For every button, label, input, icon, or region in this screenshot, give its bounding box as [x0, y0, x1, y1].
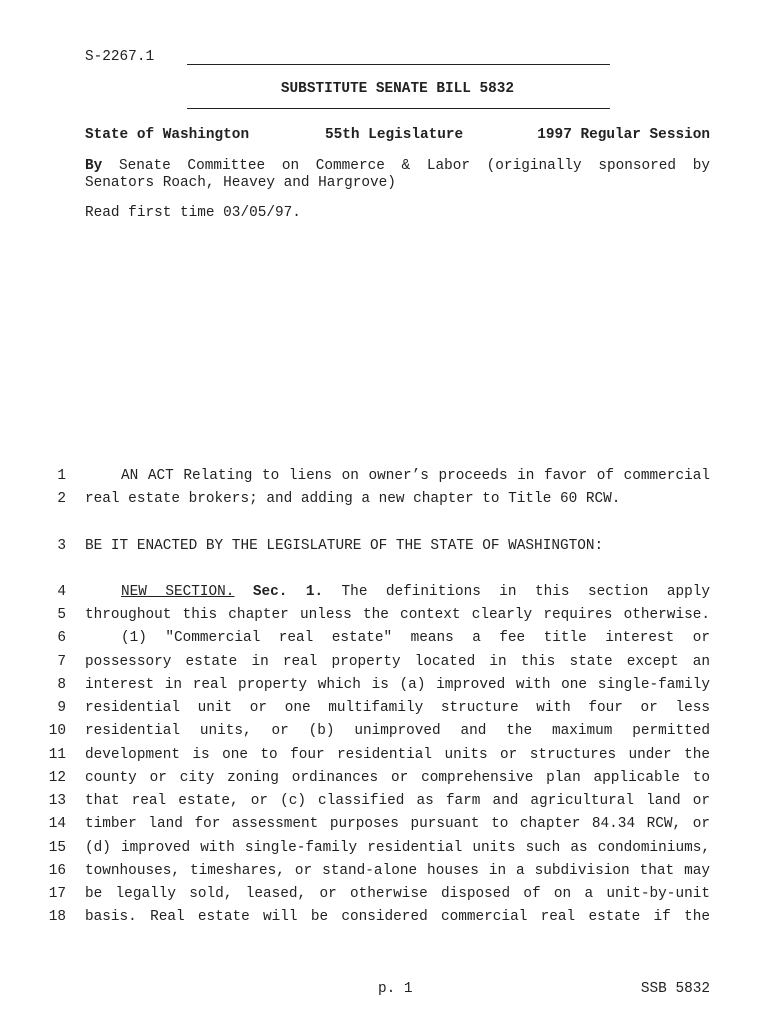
- line-number: 17: [48, 886, 66, 902]
- body-line: residential units, or (b) unimproved and the maximum permitted: [85, 723, 710, 739]
- line-number: 14: [48, 816, 66, 832]
- session-label: 1997 Regular Session: [537, 127, 710, 143]
- state-label: State of Washington: [85, 127, 250, 143]
- section-1-heading-line: [121, 584, 710, 600]
- body-line: interest in real property which is (a) improved with one single-family: [85, 677, 710, 693]
- section-1-text: The definitions in this section apply: [341, 584, 711, 600]
- line-number: 5: [57, 607, 66, 623]
- line-number: 6: [57, 630, 66, 646]
- line-number: 8: [57, 677, 66, 693]
- body-line: timber land for assessment purposes pursuant to chapter 84.34 RCW, or: [85, 816, 710, 832]
- sponsor-text: Senate Committee on Commerce & Labor (originally sponsored by: [118, 158, 710, 174]
- enacting-clause: BE IT ENACTED BY THE LEGISLATURE OF THE STATE OF WASHINGTON:: [85, 538, 604, 554]
- body-line: county or city zoning ordinances or comprehensive plan applicable to: [85, 770, 710, 786]
- line-number: 3: [57, 538, 66, 554]
- body-line: throughout this chapter unless the context clearly requires otherwise.: [85, 607, 710, 623]
- line-number: 4: [57, 584, 66, 600]
- page-number: p. 1: [378, 981, 413, 997]
- body-line: be legally sold, leased, or otherwise disposed of on a unit-by-unit: [85, 886, 710, 902]
- body-line: that real estate, or (c) classified as farm and agricultural land or: [85, 793, 710, 809]
- body-line: (d) improved with single-family residential units such as condominiums,: [85, 840, 710, 856]
- body-line: townhouses, timeshares, or stand-alone houses in a subdivision that may: [85, 863, 710, 879]
- footer-bill-ref: SSB 5832: [640, 981, 710, 997]
- header-rule-bottom: [187, 108, 610, 109]
- line-number: 12: [48, 770, 66, 786]
- line-number: 9: [57, 700, 66, 716]
- legislature-label: 55th Legislature: [325, 127, 464, 143]
- header-rule-top: [187, 64, 610, 65]
- body-line: residential unit or one multifamily structure with four or less: [85, 700, 710, 716]
- body-line: (1) "Commercial real estate" means a fee title interest or: [121, 630, 710, 646]
- line-number: 10: [48, 723, 66, 739]
- act-title-line-1: AN ACT Relating to liens on owner’s proceeds in favor of commercial: [121, 468, 710, 484]
- document-number: S-2267.1: [85, 49, 155, 65]
- line-number: 15: [48, 840, 66, 856]
- line-number: 16: [48, 863, 66, 879]
- line-number: 2: [57, 491, 66, 507]
- bill-title: SUBSTITUTE SENATE BILL 5832: [280, 81, 515, 97]
- new-section-label: NEW SECTION.: [121, 584, 235, 600]
- line-number: 18: [48, 909, 66, 925]
- body-line: possessory estate in real property located in this state except an: [85, 654, 710, 670]
- line-number: 11: [48, 747, 66, 763]
- body-line: development is one to four residential units or structures under the: [85, 747, 710, 763]
- act-title-line-2: real estate brokers; and adding a new chapter to Title 60 RCW.: [85, 491, 621, 507]
- section-number: Sec. 1.: [252, 584, 324, 600]
- sponsor-line-1: [85, 158, 710, 174]
- by-label: By: [85, 158, 103, 174]
- line-number: 1: [57, 468, 66, 484]
- sponsor-line-2: Senators Roach, Heavey and Hargrove): [85, 175, 396, 191]
- read-first-time: Read first time 03/05/97.: [85, 205, 301, 221]
- line-number: 7: [57, 654, 66, 670]
- line-number: 13: [48, 793, 66, 809]
- body-line: basis. Real estate will be considered commercial real estate if the: [85, 909, 710, 925]
